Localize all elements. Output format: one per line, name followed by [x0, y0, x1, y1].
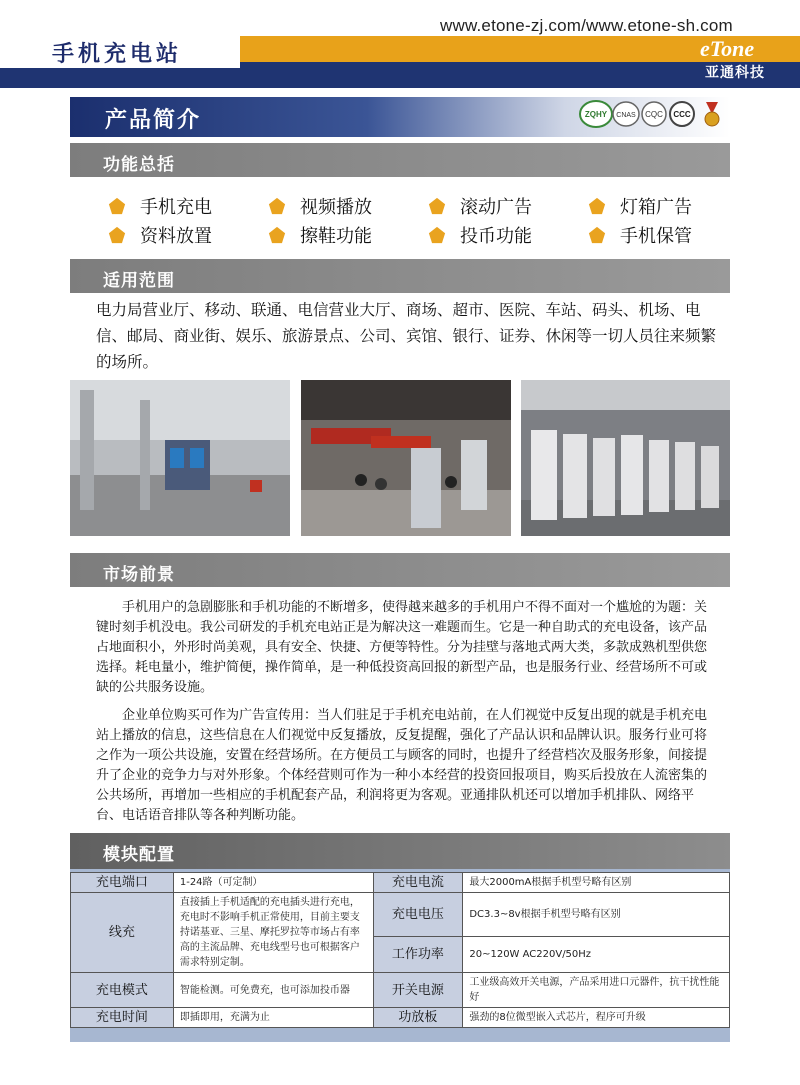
- scope-title: 适用范围: [103, 271, 175, 291]
- pentagon-bullet-icon: [588, 197, 606, 215]
- psu-label: 开关电源: [373, 973, 463, 1008]
- cqc-cert-icon: [642, 102, 666, 126]
- current-label: 充电电流: [373, 873, 463, 893]
- voltage-label: 充电电压: [373, 893, 463, 937]
- photo-kiosk-row: [521, 380, 730, 536]
- mode-label: 充电模式: [71, 973, 174, 1008]
- svg-text:CQC: CQC: [645, 110, 663, 119]
- pentagon-bullet-icon: [268, 226, 286, 244]
- board-value: 强劲的8位微型嵌入式芯片，程序可升级: [463, 1008, 730, 1028]
- market-title: 市场前景: [103, 565, 175, 585]
- feature-item: 手机保管: [588, 222, 692, 248]
- svg-text:ZQHY: ZQHY: [584, 110, 608, 119]
- time-value: 即插即用，充满为止: [173, 1008, 373, 1028]
- current-value: 最大2000mA根据手机型号略有区别: [463, 873, 730, 893]
- power-label: 工作功率: [373, 937, 463, 973]
- svg-text:CCC: CCC: [673, 110, 691, 119]
- line-value: 直接插上手机适配的充电插头进行充电，充电时不影响手机正常使用，目前主要支持诺基亚、三星、摩托罗拉等市场占有率高的主流品牌、充电线型号也可根据客户需求特别定制。: [173, 893, 373, 973]
- pentagon-bullet-icon: [108, 197, 126, 215]
- pentagon-bullet-icon: [588, 226, 606, 244]
- svg-text:CNAS: CNAS: [616, 112, 636, 119]
- board-label: 功放板: [373, 1008, 463, 1028]
- feature-item: 视频播放: [268, 193, 372, 219]
- feature-item: 投币功能: [428, 222, 532, 248]
- psu-value: 工业级高效开关电源，产品采用进口元器件，抗干扰性能好: [463, 973, 730, 1008]
- market-paragraph-2: 企业单位购买可作为广告宣传用：当人们驻足于手机充电站前，在人们视觉中反复出现的就是手机充电站上播放的信息，这些信息在人们视觉中反复播放，反复提醒，强化了产品认识和品牌认识。服务行业可将之作为一项公共设施，安置在经营场所。在方便员工与顾客的同时，也提升了经营档次及服务形象，间接提升了企业的竞争力与对外形象。个体经营则可作为一种小本经营的投资回报项目，购买后投放在人流密集的公共场所，再增加一些相应的手机配套产品，利润将更为客观。亚通排队机还可以增加手机排队、网络平台、电话语音排队等各种判断功能。: [96, 708, 708, 823]
- time-label: 充电时间: [71, 1008, 174, 1028]
- feature-item: 手机充电: [108, 193, 212, 219]
- line-label: 线充: [71, 893, 174, 973]
- power-value: 20~120W AC220V/50Hz: [463, 937, 730, 973]
- feature-item: 滚动广告: [428, 193, 532, 219]
- feature-item: 灯箱广告: [588, 193, 692, 219]
- ccc-cert-icon: [670, 102, 694, 126]
- logo-chinese: 亚通科技: [705, 65, 765, 81]
- voltage-value: DC3.3~8v根据手机型号略有区别: [463, 893, 730, 937]
- pentagon-bullet-icon: [428, 226, 446, 244]
- header-title: 手机充电站: [52, 42, 183, 67]
- intro-title: 产品简介: [105, 108, 202, 133]
- port-label: 充电端口: [71, 873, 174, 893]
- config-table: [70, 872, 730, 1028]
- certification-logos: [578, 98, 728, 132]
- port-value: 1-24路（可定制）: [173, 873, 373, 893]
- mode-value: 智能检测。可免费充，也可添加投币器: [173, 973, 373, 1008]
- config-title: 模块配置: [103, 845, 175, 865]
- feature-item: 资料放置: [108, 222, 212, 248]
- cnas-cert-icon: [613, 102, 639, 126]
- logo-word: eTone: [700, 36, 755, 61]
- features-title: 功能总括: [103, 155, 175, 175]
- photo-hall-kiosk: [70, 380, 290, 536]
- scope-text: 电力局营业厅、移动、联通、电信营业大厅、商场、超市、医院、车站、码头、机场、电信、邮局、商业街、娱乐、旅游景点、公司、宾馆、银行、证券、休闲等一切人员往来频繁的场所。: [96, 301, 717, 371]
- medal-icon: [705, 102, 719, 126]
- pentagon-bullet-icon: [428, 197, 446, 215]
- pentagon-bullet-icon: [108, 226, 126, 244]
- market-paragraph-1: 手机用户的急剧膨胀和手机功能的不断增多，使得越来越多的手机用户不得不面对一个尴尬的为题：关键时刻手机没电。我公司研发的手机充电站正是为解决这一难题而生。它是一种自助式的充电设备，该产品占地面积小，外形时尚美观，具有安全、快捷、方便等特性。分为挂壁与落地式两大类，多款成熟机型供您选择。耗电量小，维护简便，操作简单，是一种低投资高回报的新型产品，也是服务行业、经营场所不可或缺的公共服务设施。: [96, 600, 708, 695]
- header-urls[interactable]: www.etone-zj.com/www.etone-sh.com: [440, 16, 733, 35]
- pentagon-bullet-icon: [268, 197, 286, 215]
- photo-station-crowd: [301, 380, 511, 536]
- feature-item: 擦鞋功能: [268, 222, 372, 248]
- zqhy-cert-icon: [580, 101, 612, 127]
